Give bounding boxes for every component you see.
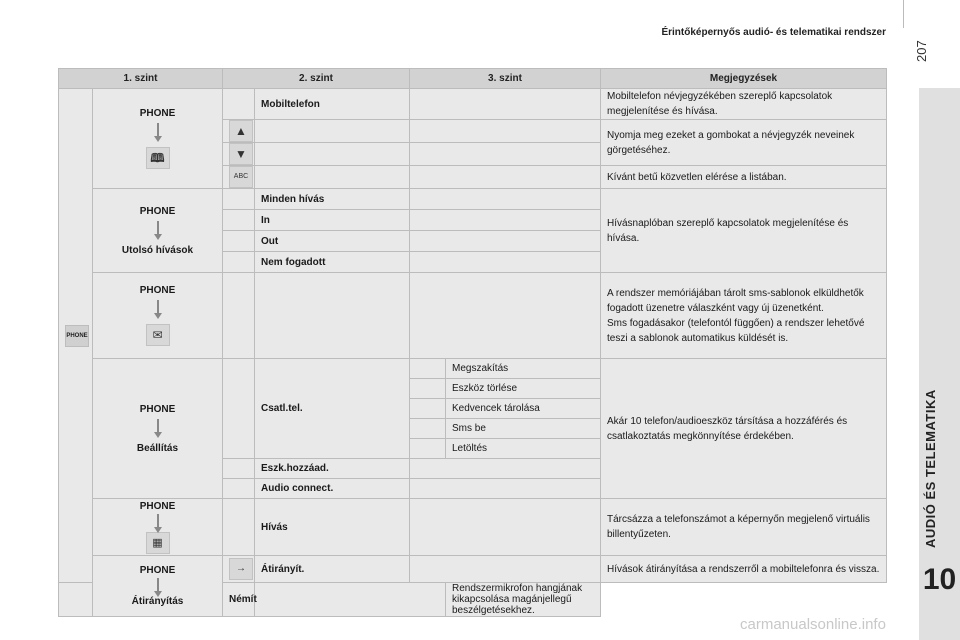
chapter-side-label: AUDIÓ ÉS TELEMATIKA bbox=[923, 389, 938, 548]
address-book-icon: 🕮 bbox=[146, 147, 170, 169]
level1-cell bbox=[59, 89, 93, 583]
chapter-number: 10 bbox=[922, 563, 957, 596]
level2-phone-label: PHONE bbox=[139, 285, 176, 296]
column-header: Megjegyzések bbox=[601, 69, 887, 89]
menu-table bbox=[58, 68, 887, 617]
scroll-down-icon: ▼ bbox=[229, 143, 253, 165]
level2-cell-dial bbox=[93, 499, 223, 556]
arrow-down-icon bbox=[154, 578, 162, 594]
phone-icon: PHONE bbox=[65, 325, 89, 347]
menu-item-audio-connect: Audio connect. bbox=[255, 479, 410, 499]
note-transfer: Hívások átirányítása a rendszerről a mobiltelefonra és vissza. bbox=[601, 556, 887, 583]
scroll-up-icon: ▲ bbox=[229, 120, 253, 142]
level2-phone-label: PHONE bbox=[139, 500, 176, 512]
note-sms bbox=[601, 273, 887, 359]
table-header-row bbox=[59, 69, 887, 89]
menu-item-out: Out bbox=[255, 231, 410, 252]
menu-item-mobiltelefon: Mobiltelefon bbox=[255, 89, 410, 120]
header-divider bbox=[903, 0, 904, 28]
menu-item-transfer: Átirányít. bbox=[255, 556, 410, 583]
note-sms-2: Sms fogadásakor (telefontól függően) a rendszer lehetővé teszi a sablonok automatikus küldését is. bbox=[607, 317, 865, 344]
arrow-down-icon bbox=[154, 221, 162, 241]
table-row bbox=[59, 273, 887, 359]
menu-item-in: In bbox=[255, 210, 410, 231]
table-row bbox=[59, 556, 887, 583]
level2-phone-label: PHONE bbox=[139, 565, 176, 576]
note-scroll: Nyomja meg ezeket a gombokat a névjegyzék neveinek görgetéséhez. bbox=[601, 120, 887, 166]
transfer-icon: → bbox=[229, 558, 253, 580]
menu-item-add-device: Eszk.hozzáad. bbox=[255, 459, 410, 479]
column-header: 3. szint bbox=[410, 69, 601, 89]
table-row bbox=[59, 189, 887, 210]
table-row bbox=[59, 89, 887, 120]
menu-item-delete-device: Eszköz törlése bbox=[446, 379, 601, 399]
column-header: 2. szint bbox=[223, 69, 410, 89]
page-header-title: Érintőképernyős audió- és telematikai rendszer bbox=[661, 27, 886, 38]
keypad-icon: ▦ bbox=[146, 532, 170, 554]
page-number: 207 bbox=[914, 40, 929, 62]
level2-title-settings: Beállítás bbox=[136, 442, 179, 454]
arrow-down-icon bbox=[154, 514, 162, 530]
arrow-down-icon bbox=[154, 300, 162, 320]
note-settings: Akár 10 telefon/audioeszköz társítása a hozzáférés és csatlakoztatás megkönnyítése érdekében. bbox=[601, 359, 887, 499]
menu-item-call: Hívás bbox=[255, 499, 410, 556]
column-header: 1. szint bbox=[59, 69, 223, 89]
table-row bbox=[59, 499, 887, 556]
level2-cell-calls bbox=[93, 189, 223, 273]
abc-index-icon: ABC bbox=[229, 166, 253, 188]
note-mute: Rendszermikrofon hangjának kikapcsolása magánjellegű beszélgetésekhez. bbox=[446, 583, 601, 617]
level2-cell-transfer bbox=[93, 556, 223, 617]
menu-item-sms-on: Sms be bbox=[446, 419, 601, 439]
note-calls: Hívásnaplóban szereplő kapcsolatok megjelenítése és hívása. bbox=[601, 189, 887, 273]
menu-item-mute: Némít bbox=[223, 583, 255, 617]
level2-phone-label: PHONE bbox=[139, 108, 176, 119]
level2-cell-sms bbox=[93, 273, 223, 359]
menu-item-save-favorites: Kedvencek tárolása bbox=[446, 399, 601, 419]
menu-item-all-calls: Minden hívás bbox=[255, 189, 410, 210]
menu-item-connected-phone: Csatl.tel. bbox=[255, 359, 410, 459]
level2-cell-contacts bbox=[93, 89, 223, 189]
menu-item-download: Letöltés bbox=[446, 439, 601, 459]
level2-title-calls: Utolsó hívások bbox=[121, 244, 194, 256]
level2-phone-label: PHONE bbox=[139, 205, 176, 217]
arrow-down-icon bbox=[154, 123, 162, 143]
menu-item-disconnect: Megszakítás bbox=[446, 359, 601, 379]
arrow-down-icon bbox=[154, 419, 162, 439]
level2-title-transfer: Átirányítás bbox=[131, 596, 184, 607]
envelope-icon: ✉ bbox=[146, 324, 170, 346]
note-dial: Tárcsázza a telefonszámot a képernyőn megjelenő virtuális billentyűzeten. bbox=[601, 499, 887, 556]
table-row bbox=[59, 359, 887, 379]
note-mobiltelefon: Mobiltelefon névjegyzékében szereplő kapcsolatok megjelenítése és hívása. bbox=[601, 89, 887, 120]
level2-cell-settings bbox=[93, 359, 223, 499]
note-abc: Kívánt betű közvetlen elérése a listában. bbox=[601, 166, 887, 189]
note-sms-1: A rendszer memóriájában tárolt sms-sablonok elküldhetők fogadott üzenetre válaszként vagy új üzenetként. bbox=[607, 287, 864, 314]
menu-item-missed: Nem fogadott bbox=[255, 252, 410, 273]
watermark: carmanualsonline.info bbox=[740, 616, 886, 633]
level2-phone-label: PHONE bbox=[139, 403, 176, 415]
